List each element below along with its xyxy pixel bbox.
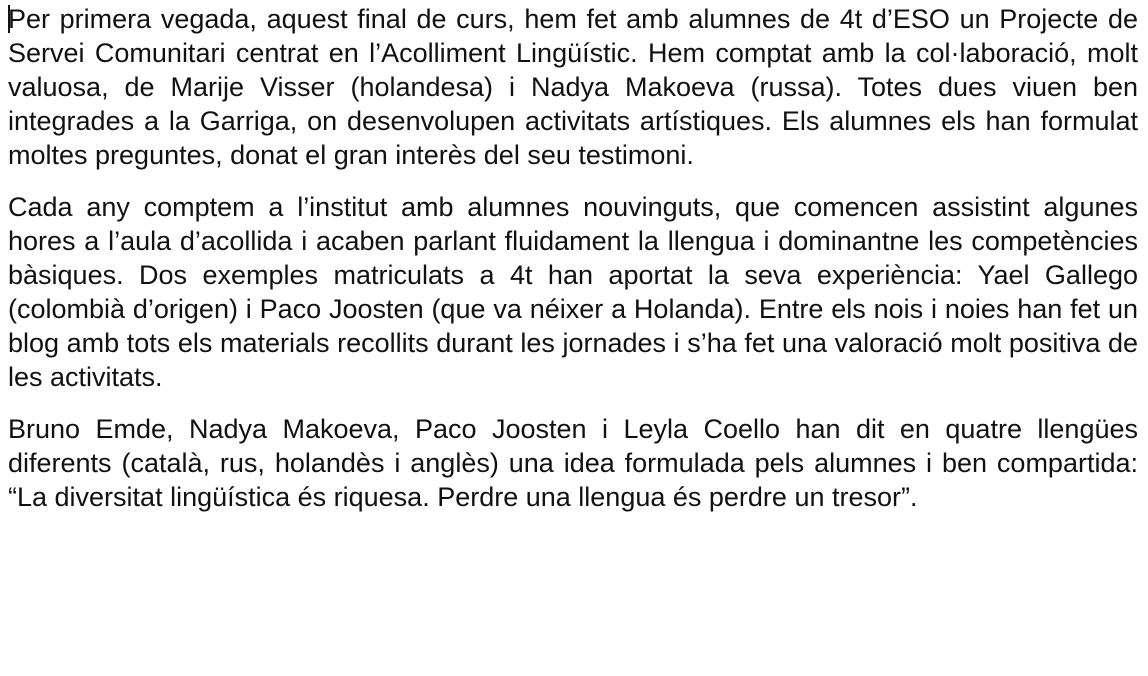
paragraph-3-text: Bruno Emde, Nadya Makoeva, Paco Joosten i Leyla Coello han dit en quatre llengües diferents (català, rus, holandès i anglès) una idea formulada pels alumnes i ben compartida: “La diversitat lingüística és riquesa. Perdre una llengua és perdre un tresor”.	[8, 414, 1138, 512]
document-body[interactable]	[8, 2, 1138, 532]
paragraph-1	[8, 2, 1138, 172]
paragraph-3	[8, 412, 1138, 514]
paragraph-1-text: Per primera vegada, aquest final de curs, hem fet amb alumnes de 4t d’ESO un Projecte de Servei Comunitari centrat en l’Acolliment Lingüístic. Hem comptat amb la col·laboració, molt valuosa, de Marije Visser (holandesa) i Nadya Makoeva (russa). Totes dues viuen ben integrades a la Garriga, on desenvolupen activitats artístiques. Els alumnes els han formulat moltes preguntes, donat el gran interès del seu testimoni.	[8, 4, 1138, 170]
paragraph-2-text: Cada any comptem a l’institut amb alumnes nouvinguts, que comencen assistint algunes hores a l’aula d’acollida i acaben parlant fluidament la llengua i dominantne les competències bàsiques. Dos exemples matriculats a 4t han aportat la seva experiència: Yael Gallego (colombià d’origen) i Paco Joosten (que va néixer a Holanda). Entre els nois i noies han fet un blog amb tots els materials recollits durant les jornades i s’ha fet una valoració molt positiva de les activitats.	[8, 192, 1138, 392]
paragraph-2	[8, 190, 1138, 394]
